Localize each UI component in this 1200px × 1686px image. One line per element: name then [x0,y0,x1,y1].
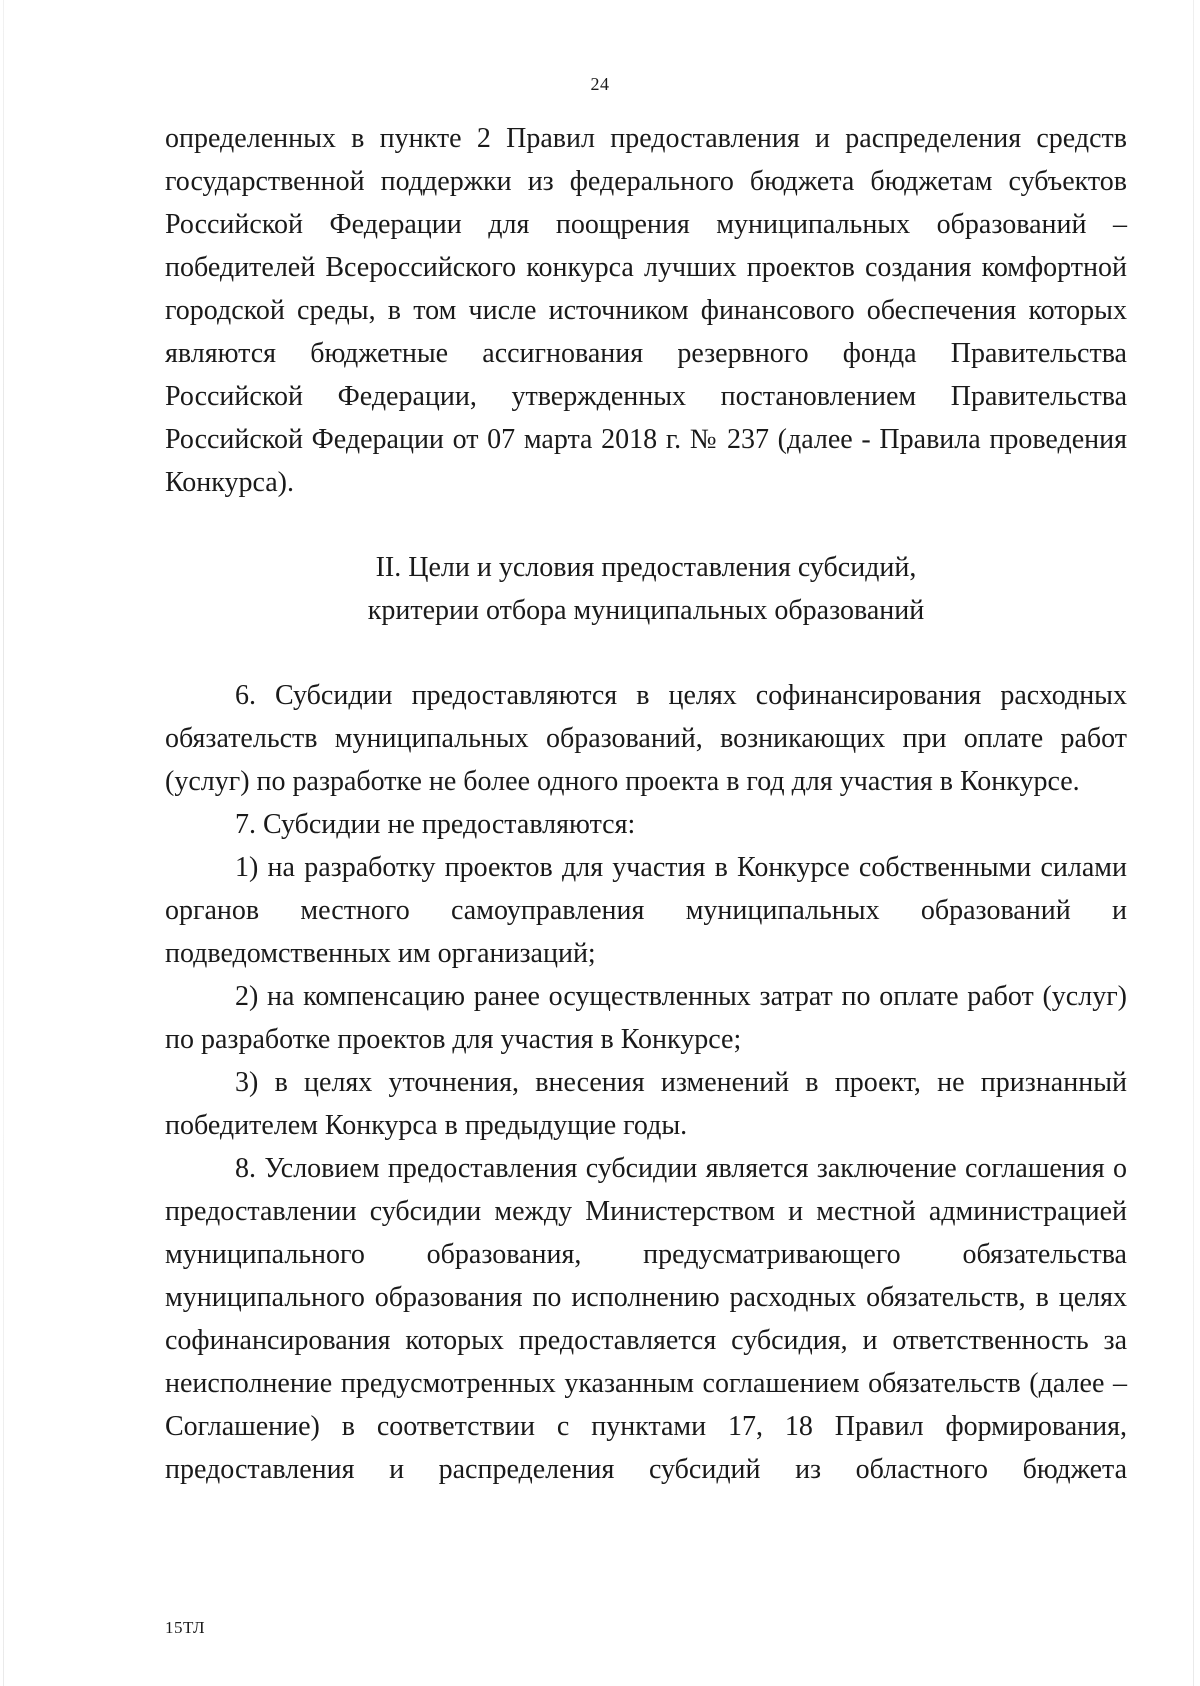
section-heading [165,546,1127,632]
paragraph-8: 8. Условием предоставления субсидии является заключение соглашения о предоставлении субсидии между Министерством и местной администрацией муниципального образования, предусматривающего обязательства муниципального образования по исполнению расходных обязательств, в целях софинансирования которых предоставляется субсидия, и ответственность за неисполнение предусмотренных указанным соглашением обязательств (далее – Соглашение) в соответствии с пунктами 17, 18 Правил формирования, предоставления и распределения субсидий из областного бюджета [165,1153,1127,1485]
scan-edge-left [3,0,4,1686]
paragraph-7: 7. Субсидии не предоставляются: [235,809,636,840]
section-heading-line-1: II. Цели и условия предоставления субсидий, [375,552,917,583]
paragraph-7-item-2: 2) на компенсацию ранее осуществленных затрат по оплате работ (услуг) по разработке проектов для участия в Конкурсе; [165,981,1127,1055]
scan-edge-right [1193,0,1194,1686]
section-heading-line-2: критерии отбора муниципальных образований [367,595,925,626]
paragraph-7-item-1: 1) на разработку проектов для участия в Конкурсе собственными силами органов местного самоуправления муниципальных образований и подведомственных им организаций; [165,852,1127,969]
page-number: 24 [590,74,610,94]
intro-paragraph: определенных в пункте 2 Правил предоставления и распределения средств государственной поддержки из федерального бюджета бюджетам субъектов Российской Федерации для поощрения муниципальных образований – победителей Всероссийского конкурса лучших проектов создания комфортной городской среды, в том числе источником финансового обеспечения которых являются бюджетные ассигнования резервного фонда Правительства Российской Федерации, утвержденных постановлением Правительства Российской Федерации от 07 марта 2018 г. № 237 (далее - Правила проведения Конкурса). [165,123,1127,498]
paragraph-7-item-3: 3) в целях уточнения, внесения изменений в проект, не признанный победителем Конкурса в предыдущие годы. [165,1067,1127,1141]
document-body [165,117,1127,1491]
paragraph-6: 6. Субсидии предоставляются в целях софинансирования расходных обязательств муниципальных образований, возникающих при оплате работ (услуг) по разработке не более одного проекта в год для участия в Конкурсе. [165,680,1127,797]
footer-document-code: 15ТЛ [165,1618,206,1637]
